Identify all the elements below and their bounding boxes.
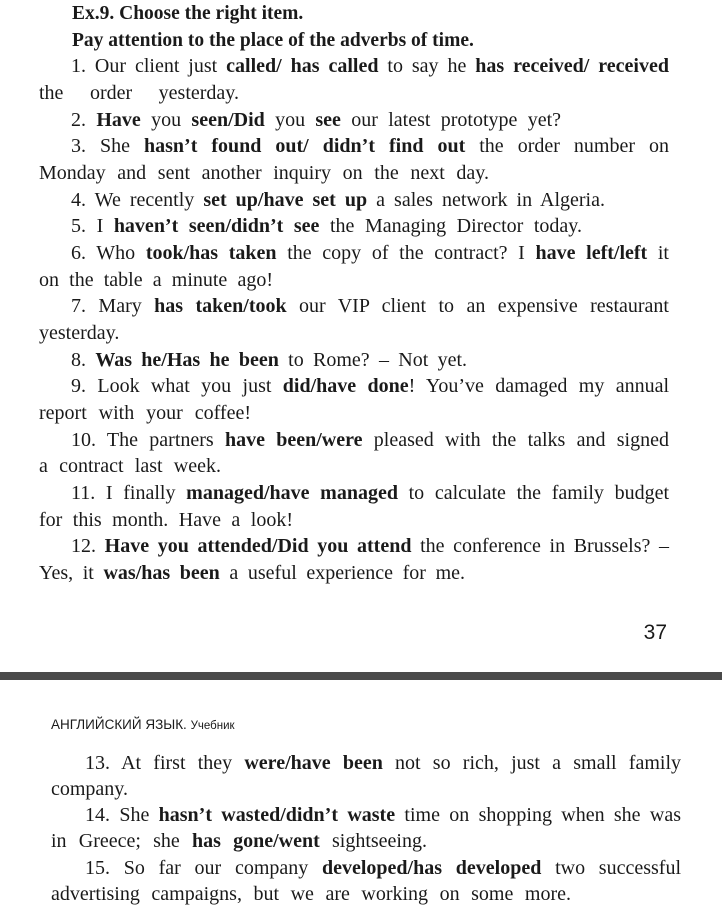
sentence-text: the copy of the contract? I bbox=[276, 242, 536, 264]
sentence-text: 15. So far our company bbox=[85, 857, 322, 879]
sentence-text: pleased with the talks and signed bbox=[362, 429, 669, 451]
sentence-text: Monday and sent another inquiry on the next day. bbox=[39, 162, 489, 184]
exercise-line bbox=[39, 453, 221, 479]
answer-options: did/have done bbox=[282, 375, 409, 397]
sentence-text: sightseeing. bbox=[319, 830, 427, 852]
answer-options: set up/have set up bbox=[203, 189, 368, 211]
sentence-text: 7. Mary bbox=[71, 295, 155, 317]
sentence-text: 11. I finally bbox=[71, 482, 187, 504]
sentence-text: to calculate the family budget bbox=[397, 482, 670, 504]
exercise-line bbox=[51, 776, 128, 802]
answer-options: has received/ received bbox=[475, 55, 669, 77]
sentence-text: for this month. Have a look! bbox=[39, 509, 293, 531]
sentence-text: a contract last week. bbox=[39, 455, 221, 477]
exercise-line bbox=[71, 480, 669, 506]
exercise-line bbox=[39, 160, 489, 186]
sentence-text: not so rich, just a small family bbox=[382, 752, 682, 774]
running-head-subtitle: Учебник bbox=[190, 720, 235, 732]
sentence-text: the order number on bbox=[465, 135, 669, 157]
sentence-text: 1. Our client just bbox=[71, 55, 227, 77]
page-number: 37 bbox=[643, 621, 667, 644]
exercise-line bbox=[85, 750, 681, 776]
exercise-line bbox=[71, 213, 582, 239]
exercise-line bbox=[39, 560, 465, 586]
sentence-text: 14. She bbox=[85, 804, 159, 826]
exercise-line bbox=[51, 828, 427, 854]
exercise-line bbox=[71, 53, 669, 79]
sentence-text: the conference in Brussels? – bbox=[411, 535, 670, 557]
sentence-text: 10. The partners bbox=[71, 429, 225, 451]
exercise-line bbox=[85, 855, 681, 881]
sentence-text: a useful experience for me. bbox=[219, 562, 465, 584]
sentence-text: 13. At first they bbox=[85, 752, 245, 774]
sentence-text: our latest prototype yet? bbox=[340, 109, 562, 131]
exercise-line bbox=[39, 400, 251, 426]
sentence-text: you bbox=[140, 109, 192, 131]
sentence-text: Yes, it bbox=[39, 562, 104, 584]
sentence-text: ! You’ve damaged my annual bbox=[408, 375, 670, 397]
exercise-line bbox=[85, 802, 681, 828]
answer-options: has gone/went bbox=[192, 830, 320, 852]
exercise-line bbox=[71, 427, 669, 453]
answer-options: see bbox=[315, 109, 341, 131]
sentence-text: 2. bbox=[71, 109, 97, 131]
sentence-text: the order yesterday. bbox=[39, 82, 239, 104]
sentence-text: report with your coffee! bbox=[39, 402, 251, 424]
answer-options: have left/left bbox=[535, 242, 648, 264]
sentence-text: two successful bbox=[541, 857, 682, 879]
answer-options: were/have been bbox=[244, 752, 383, 774]
sentence-text: our VIP client to an expensive restaurant bbox=[286, 295, 669, 317]
sentence-text: 6. Who bbox=[71, 242, 146, 264]
sentence-text: 5. I bbox=[71, 215, 114, 237]
answer-options: hasn’t wasted/didn’t waste bbox=[158, 804, 396, 826]
exercise-line bbox=[39, 80, 239, 106]
sentence-text: the Managing Director today. bbox=[319, 215, 582, 237]
sentence-text: a sales network in Algeria. bbox=[367, 189, 605, 211]
sentence-text: 4. We recently bbox=[71, 189, 204, 211]
exercise-line bbox=[39, 507, 293, 533]
answer-options: developed/has developed bbox=[322, 857, 542, 879]
exercise-line bbox=[71, 293, 669, 319]
exercise-title: Ex.9. Choose the right item. bbox=[72, 3, 304, 24]
answer-options: managed/have managed bbox=[186, 482, 398, 504]
answer-options: was/has been bbox=[103, 562, 220, 584]
sentence-text: company. bbox=[51, 778, 129, 800]
exercise-line bbox=[71, 373, 669, 399]
exercise-instruction: Pay attention to the place of the adverbs of time. bbox=[72, 30, 474, 51]
exercise-line bbox=[71, 347, 467, 373]
exercise-line bbox=[39, 267, 273, 293]
sentence-text: 3. She bbox=[71, 135, 145, 157]
answer-options: have been/were bbox=[224, 429, 363, 451]
exercise-line bbox=[71, 107, 561, 133]
answer-options: took/has taken bbox=[145, 242, 277, 264]
running-head-title: АНГЛИЙСКИЙ ЯЗЫК. bbox=[51, 717, 187, 732]
sentence-text: on the table a minute ago! bbox=[39, 269, 273, 291]
answer-options: Have you attended/Did you attend bbox=[104, 535, 412, 557]
running-head bbox=[51, 716, 235, 735]
exercise-line bbox=[51, 881, 571, 907]
sentence-text: time on shopping when she was bbox=[395, 804, 681, 826]
answer-options: has taken/took bbox=[154, 295, 287, 317]
sentence-text: you bbox=[264, 109, 316, 131]
sentence-text: to Rome? – Not yet. bbox=[278, 349, 468, 371]
page-divider bbox=[0, 672, 722, 680]
answer-options: hasn’t found out/ didn’t find out bbox=[144, 135, 466, 157]
exercise-line bbox=[71, 133, 669, 159]
sentence-text: 9. Look what you just bbox=[71, 375, 283, 397]
answer-options: Have bbox=[96, 109, 141, 131]
sentence-text: advertising campaigns, but we are working on some more. bbox=[51, 883, 571, 905]
exercise-line bbox=[71, 187, 605, 213]
sentence-text: 8. bbox=[71, 349, 96, 371]
exercise-line bbox=[39, 320, 119, 346]
sentence-text: it bbox=[647, 242, 669, 264]
exercise-line bbox=[71, 533, 669, 559]
sentence-text: 12. bbox=[71, 535, 105, 557]
exercise-line bbox=[71, 240, 669, 266]
answer-options: haven’t seen/didn’t see bbox=[113, 215, 320, 237]
sentence-text: in Greece; she bbox=[51, 830, 193, 852]
answer-options: seen/Did bbox=[191, 109, 265, 131]
sentence-text: yesterday. bbox=[39, 322, 120, 344]
sentence-text: to say he bbox=[378, 55, 476, 77]
answer-options: Was he/Has he been bbox=[95, 349, 279, 371]
answer-options: called/ has called bbox=[226, 55, 379, 77]
